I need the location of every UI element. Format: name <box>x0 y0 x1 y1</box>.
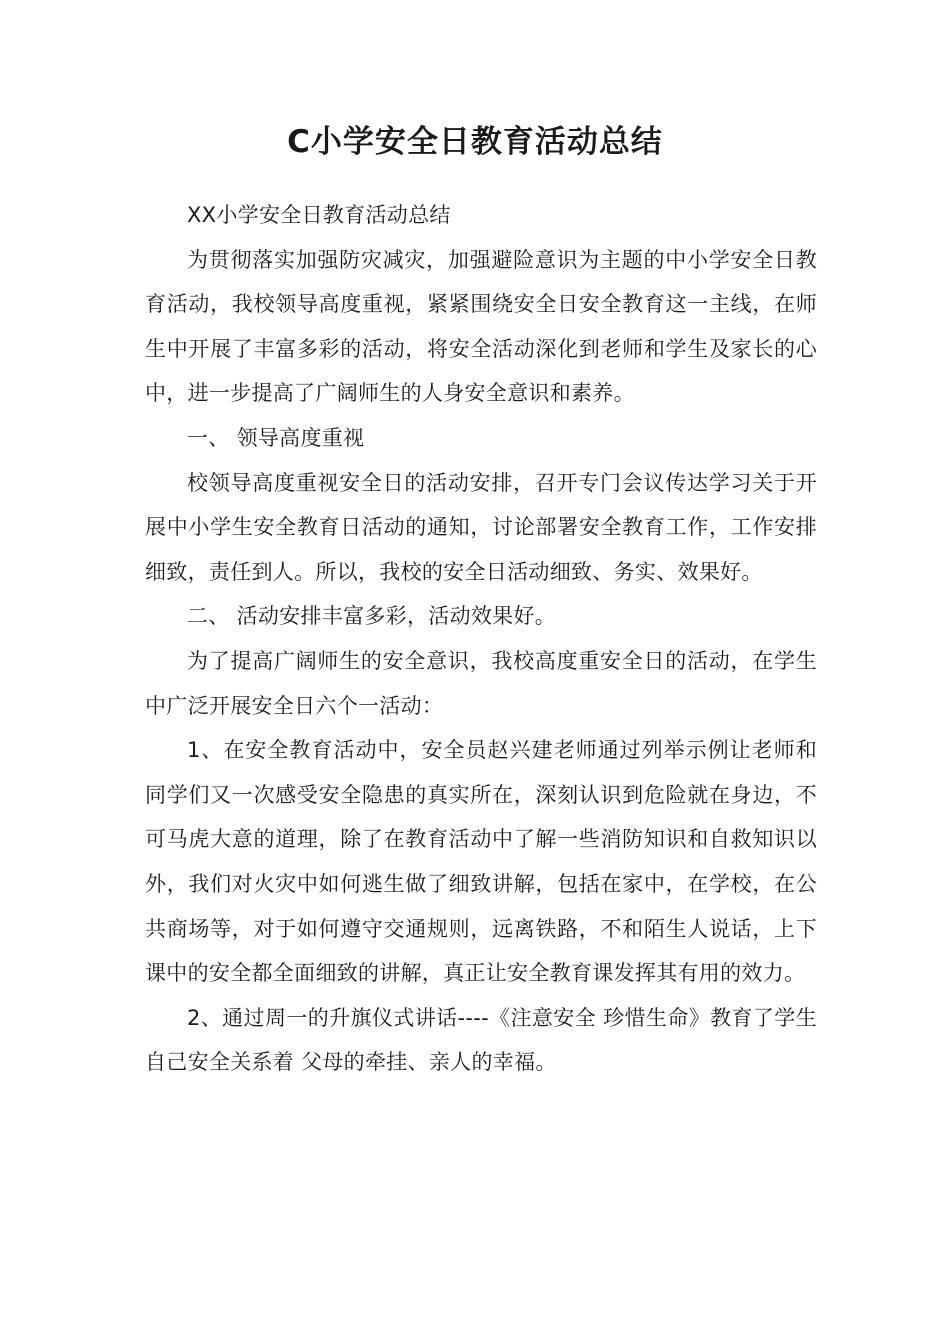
section-heading-1: 一、 领导高度重视 <box>187 425 365 450</box>
section-1-paragraph: 校领导高度重视安全日的活动安排，召开专门会议传达学习关于开展中小学生安全教育日活动的通知，讨论部署安全教育工作，工作安排细致，责任到人。所以，我校的安全日活动细致、务实、效果好。 <box>145 470 817 584</box>
list-item-1: 1、在安全教育活动中，安全员赵兴建老师通过列举示例让老师和同学们又一次感受安全隐患的真实所在，深刻认识到危险就在身边，不可马虎大意的道理，除了在教育活动中了解一些消防知识和自救知识以外，我们对火灾中如何逃生做了细致讲解，包括在家中，在学校，在公共商场等，对于如何遵守交通规则，远离铁路，不和陌生人说话，上下课中的安全都全面细致的讲解，真正让安全教育课发挥其有用的效力。 <box>145 738 817 986</box>
subtitle-paragraph: XX小学安全日教育活动总结 <box>187 203 451 227</box>
list-item-2: 2、通过周一的升旗仪式讲话----《注意安全 珍惜生命》教育了学生自己安全关系着 父母的牵挂、亲人的幸福。 <box>145 1005 817 1075</box>
document-body <box>145 193 817 1085</box>
section-heading-2: 二、 活动安排丰富多彩，活动效果好。 <box>187 604 557 629</box>
document-title: C小学安全日教育活动总结 <box>287 124 663 160</box>
section-2-paragraph: 为了提高广阔师生的安全意识，我校高度重安全日的活动，在学生中广泛开展安全日六个一活动： <box>145 648 817 718</box>
intro-paragraph: 为贯彻落实加强防灾减灾，加强避险意识为主题的中小学安全日教育活动，我校领导高度重视，紧紧围绕安全日安全教育这一主线，在师生中开展了丰富多彩的活动，将安全活动深化到老师和学生及家长的心中，进一步提高了广阔师生的人身安全意识和素养。 <box>145 247 817 406</box>
